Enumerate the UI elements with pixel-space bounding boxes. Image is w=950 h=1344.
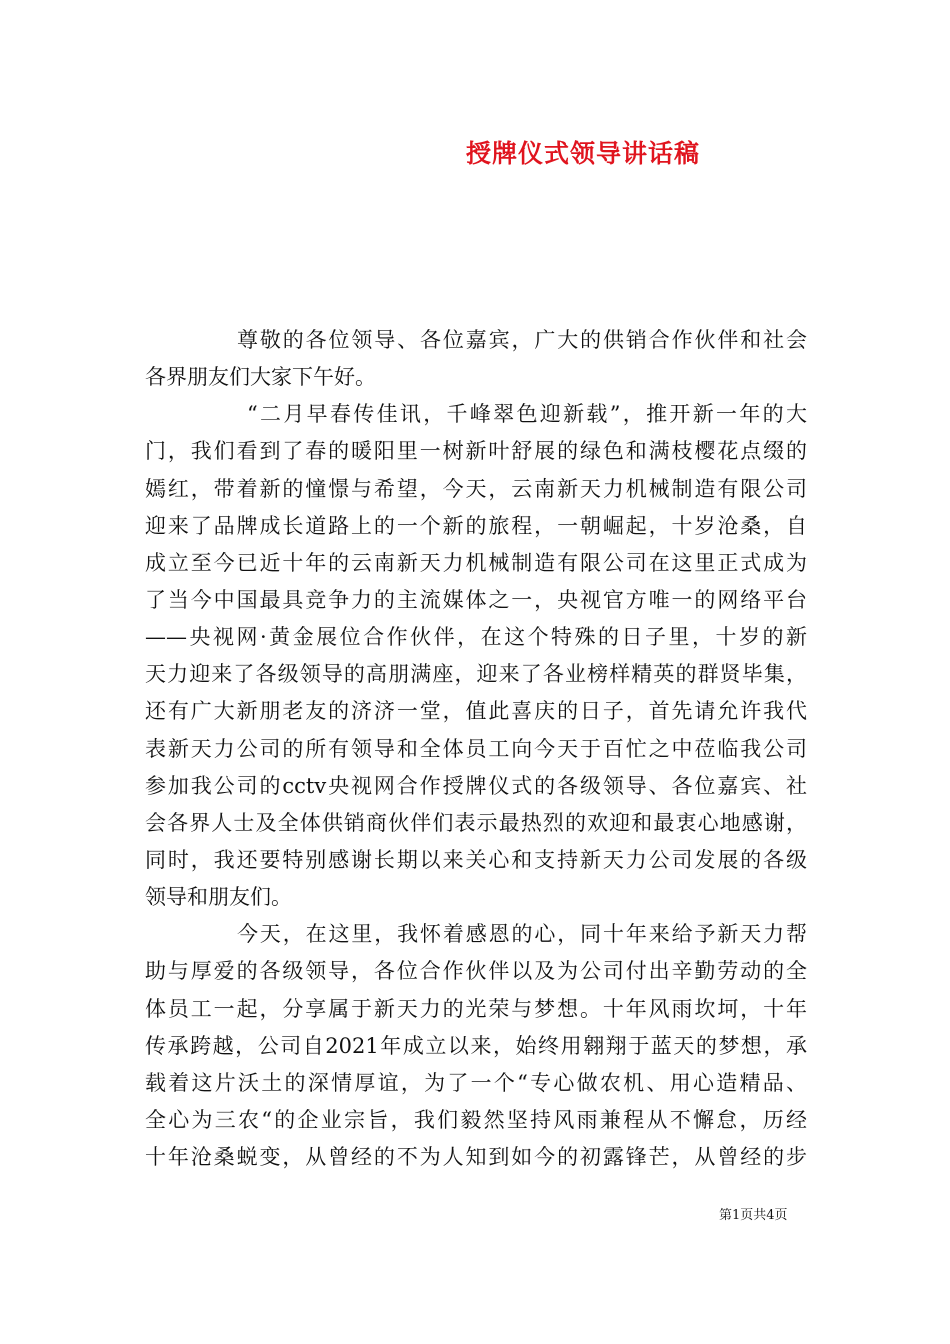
paragraph [145,322,807,396]
text-line: 十年沧桑蜕变，从曾经的不为人知到如今的初露锋芒，从曾经的步 [145,1145,807,1170]
text-line: 载着这片沃土的深情厚谊，为了一个“专心做农机、用心造精品、 [145,1070,807,1095]
text-line: 领导和朋友们。 [145,885,292,910]
text-line: 嫣红，带着新的憧憬与希望，今天，云南新天力机械制造有限公司 [145,476,807,501]
text-line: 体员工一起，分享属于新天力的光荣与梦想。十年风雨坎坷，十年 [145,996,807,1021]
paragraph [145,916,807,1176]
document-body [145,322,807,1176]
paragraph [145,396,807,916]
text-line: “二月早春传佳讯，千峰翠色迎新载”，推开新一年的大 [247,402,807,427]
text-line: 了当今中国最具竞争力的主流媒体之一，央视官方唯一的网络平台 [145,587,807,612]
text-line: ——央视网·黄金展位合作伙伴，在这个特殊的日子里，十岁的新 [145,625,807,650]
text-line: 助与厚爱的各级领导，各位合作伙伴以及为公司付出辛勤劳动的全 [145,959,807,984]
text-line: 会各界人士及全体供销商伙伴们表示最热烈的欢迎和最衷心地感谢， [145,810,807,835]
text-line: 成立至今已近十年的云南新天力机械制造有限公司在这里正式成为 [145,550,807,575]
text-line: 天力迎来了各级领导的高朋满座，迎来了各业榜样精英的群贤毕集， [145,662,807,687]
text-line: 全心为三农“的企业宗旨，我们毅然坚持风雨兼程从不懈怠，历经 [145,1107,807,1132]
document-title: 授牌仪式领导讲话稿 [465,139,700,168]
text-line: 迎来了品牌成长道路上的一个新的旅程，一朝崛起，十岁沧桑，自 [145,513,807,538]
text-line: 同时，我还要特别感谢长期以来关心和支持新天力公司发展的各级 [145,847,807,872]
text-line: 参加我公司的cctv央视网合作授牌仪式的各级领导、各位嘉宾、社 [145,773,807,798]
text-line: 今天，在这里，我怀着感恩的心，同十年来给予新天力帮 [237,922,807,947]
text-line: 门，我们看到了春的暖阳里一树新叶舒展的绿色和满枝樱花点缀的 [145,439,807,464]
text-line: 尊敬的各位领导、各位嘉宾，广大的供销合作伙伴和社会 [237,328,807,352]
text-line: 还有广大新朋老友的济济一堂，值此喜庆的日子，首先请允许我代 [145,699,807,724]
text-line: 各界朋友们大家下午好。 [145,365,376,390]
text-line: 表新天力公司的所有领导和全体员工向今天于百忙之中莅临我公司 [145,736,807,761]
text-line: 传承跨越，公司自2021年成立以来，始终用翱翔于蓝天的梦想，承 [145,1033,807,1058]
page-number-footer: 第1页共4页 [719,1208,788,1223]
